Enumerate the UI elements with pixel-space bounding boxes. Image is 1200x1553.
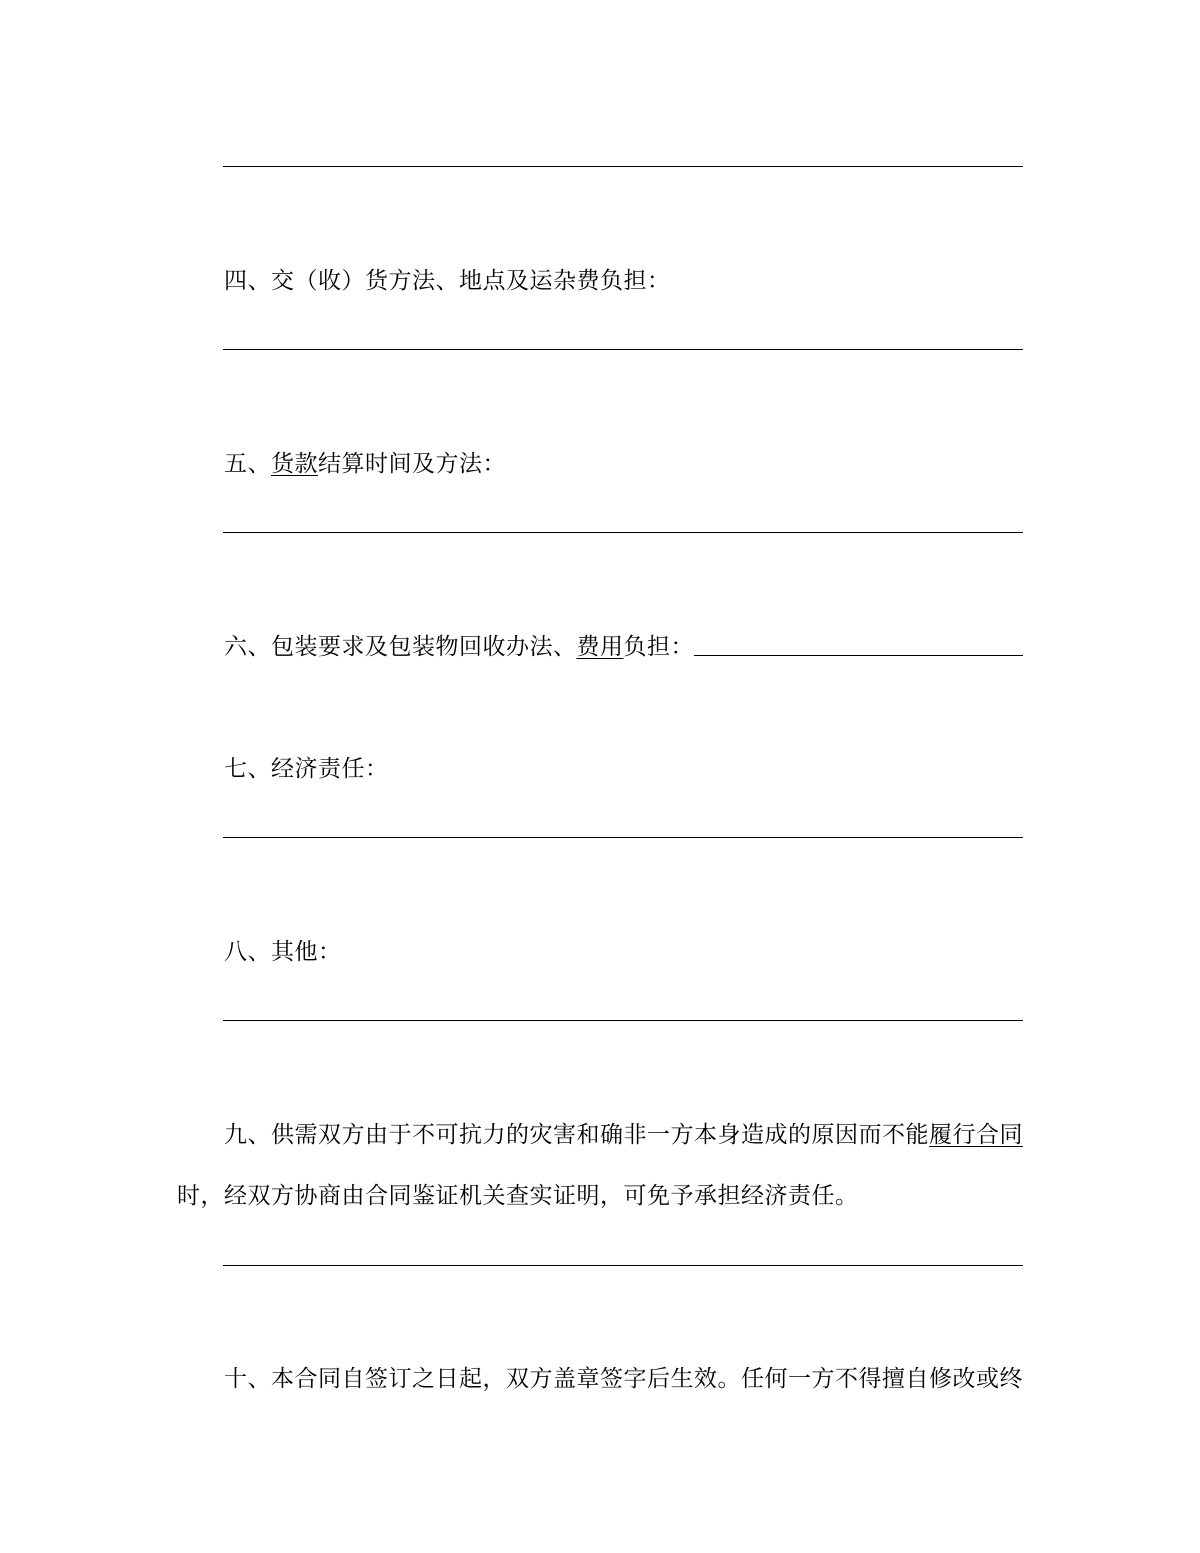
clause-10: 十、本合同自签订之日起，双方盖章签字后生效。任何一方不得擅自修改或终 <box>224 1366 1023 1392</box>
clause-5 <box>224 449 506 479</box>
clause-5-suffix: 结算时间及方法： <box>318 451 506 477</box>
clause-6 <box>224 632 694 662</box>
clause-6-suffix: 负担： <box>623 634 694 660</box>
blank-line <box>223 532 1023 533</box>
blank-line <box>223 837 1023 838</box>
blank-line <box>223 1020 1023 1021</box>
clause-9-line-2: 时，经双方协商由合同鉴证机关查实证明，可免予承担经济责任。 <box>177 1183 859 1209</box>
blank-line <box>223 1265 1023 1266</box>
clause-9-line-1 <box>224 1120 1023 1150</box>
blank-line <box>694 655 1023 656</box>
clause-5-prefix: 五、 <box>224 451 271 477</box>
clause-6-underlined: 费用 <box>576 634 624 660</box>
clause-5-underlined: 货款 <box>271 451 318 477</box>
blank-line <box>223 349 1023 350</box>
blank-line <box>223 166 1023 167</box>
clause-9-underlined: 履行合同 <box>929 1122 1023 1148</box>
clause-9-prefix: 九、供需双方由于不可抗力的灾害和确非一方本身造成的原因而不能 <box>224 1122 929 1148</box>
clause-7: 七、经济责任： <box>224 756 389 782</box>
clause-8: 八、其他： <box>224 939 342 965</box>
clause-6-prefix: 六、包装要求及包装物回收办法、 <box>224 634 577 660</box>
clause-4: 四、交（收）货方法、地点及运杂费负担： <box>224 268 671 294</box>
